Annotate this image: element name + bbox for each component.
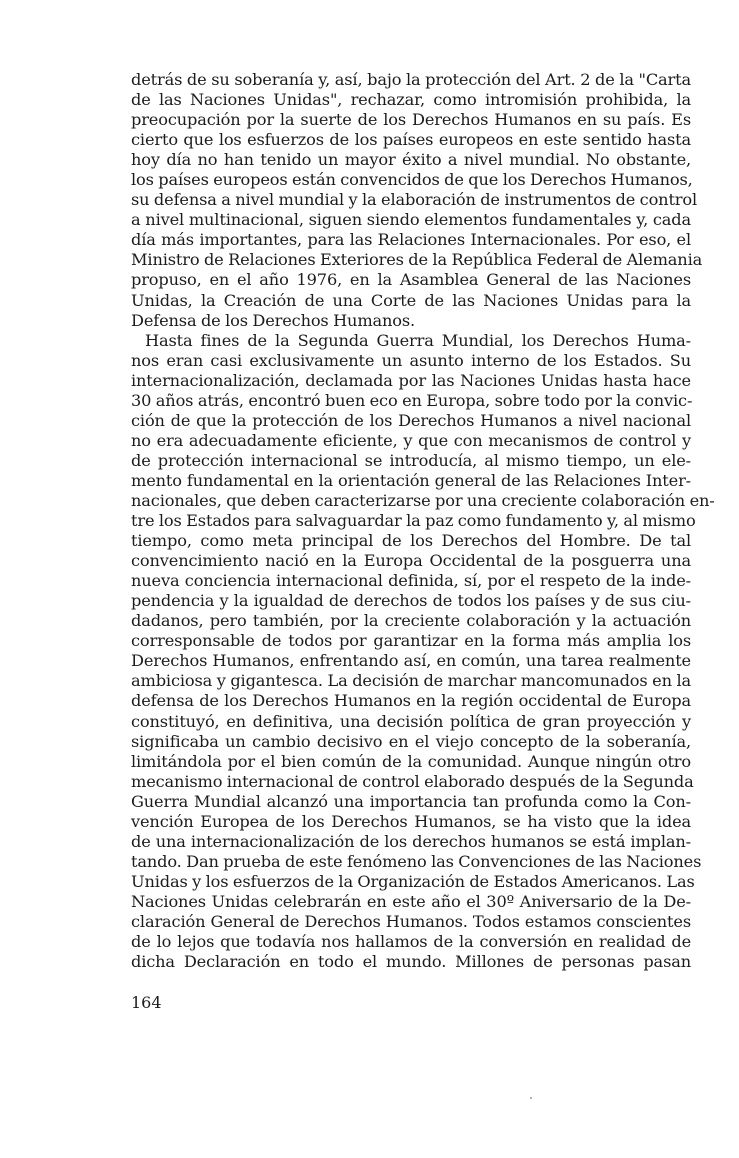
text-line: día más importantes, para las Relaciones Internacionales. Por eso, el <box>131 230 691 250</box>
text-line: corresponsable de todos por garantizar en la forma más amplia los <box>131 631 691 651</box>
text-line: defensa de los Derechos Humanos en la región occidental de Europa <box>131 691 691 711</box>
text-line: detrás de su soberanía y, así, bajo la protección del Art. 2 de la "Carta <box>131 70 691 89</box>
text-line: 30 años atrás, encontró buen eco en Europa, sobre todo por la convic- <box>131 390 693 410</box>
text-line: vención Europea de los Derechos Humanos, se ha visto que la idea <box>131 811 691 831</box>
paragraph-1 <box>131 70 703 331</box>
text-line: tiempo, como meta principal de los Derechos del Hombre. De tal <box>131 531 691 551</box>
text-line: nueva conciencia internacional definida, sí, por el respeto de la inde- <box>131 571 691 591</box>
text-line: Defensa de los Derechos Humanos. <box>131 310 416 330</box>
text-line: limitándola por el bien común de la comunidad. Aunque ningún otro <box>131 751 691 771</box>
text-line: de una internacionalización de los derechos humanos se está implan- <box>131 831 691 851</box>
text-line: Guerra Mundial alcanzó una importancia tan profunda como la Con- <box>131 791 691 811</box>
text-line: Unidas y los esfuerzos de la Organización de Estados Americanos. Las <box>131 871 695 891</box>
text-line: de lo lejos que todavía nos hallamos de la conversión en realidad de <box>131 932 691 952</box>
text-line: nacionales, que deben caracterizarse por una creciente colaboración en- <box>131 490 715 510</box>
text-line: hoy día no han tenido un mayor éxito a nivel mundial. No obstante, <box>131 150 691 170</box>
text-line: Naciones Unidas celebrarán en este año el 30º Aniversario de la De- <box>131 891 691 911</box>
paragraph-2 <box>131 330 715 973</box>
text-line: su defensa a nivel mundial y la elaboración de instrumentos de control <box>131 190 698 210</box>
text-line: mento fundamental en la orientación general de las Relaciones Inter- <box>131 470 691 490</box>
text-line: pendencia y la igualdad de derechos de todos los países y de sus ciu- <box>131 591 691 611</box>
text-line: los países europeos están convencidos de que los Derechos Humanos, <box>131 170 693 190</box>
text-line: no era adecuadamente eficiente, y que con mecanismos de control y <box>131 430 691 450</box>
text-line: a nivel multinacional, siguen siendo elementos fundamentales y, cada <box>131 210 691 230</box>
text-line: claración General de Derechos Humanos. Todos estamos conscientes <box>131 911 691 931</box>
text-line: constituyó, en definitiva, una decisión política de gran proyección y <box>131 711 691 731</box>
text-line: de protección internacional se introducía, al mismo tiempo, un ele- <box>131 450 691 470</box>
page-number: 164 <box>131 993 162 1012</box>
text-line: mecanismo internacional de control elaborado después de la Segunda <box>131 771 694 791</box>
text-line: Ministro de Relaciones Exteriores de la República Federal de Alemania <box>131 250 703 270</box>
text-line: Hasta fines de la Segunda Guerra Mundial, los Derechos Huma- <box>145 330 691 350</box>
text-line: tando. Dan prueba de este fenómeno las Convenciones de las Naciones <box>131 851 702 871</box>
text-line: ambiciosa y gigantesca. La decisión de marchar mancomunados en la <box>131 671 691 691</box>
text-line: preocupación por la suerte de los Derechos Humanos en su país. Es <box>131 110 691 130</box>
text-line: dicha Declaración en todo el mundo. Millones de personas pasan <box>131 952 691 972</box>
text-line: cierto que los esfuerzos de los países europeos en este sentido hasta <box>131 130 691 150</box>
text-line: dadanos, pero también, por la creciente colaboración y la actuación <box>131 611 691 631</box>
text-line: tre los Estados para salvaguardar la paz como fundamento y, al mismo <box>131 511 696 531</box>
text-line: Unidas, la Creación de una Corte de las Naciones Unidas para la <box>131 290 691 310</box>
text-line: internacionalización, declamada por las Naciones Unidas hasta hace <box>131 370 691 390</box>
text-line: ción de que la protección de los Derechos Humanos a nivel nacional <box>131 410 691 430</box>
scan-speck <box>530 1097 532 1099</box>
page-body <box>131 70 715 972</box>
text-line: significaba un cambio decisivo en el viejo concepto de la soberanía, <box>131 731 691 751</box>
text-line: nos eran casi exclusivamente un asunto interno de los Estados. Su <box>131 350 691 370</box>
text-line: Derechos Humanos, enfrentando así, en común, una tarea realmente <box>131 651 691 671</box>
text-line: de las Naciones Unidas", rechazar, como intromisión prohibida, la <box>131 90 691 110</box>
text-line: propuso, en el año 1976, en la Asamblea General de las Naciones <box>131 270 691 290</box>
text-line: convencimiento nació en la Europa Occidental de la posguerra una <box>131 551 691 571</box>
